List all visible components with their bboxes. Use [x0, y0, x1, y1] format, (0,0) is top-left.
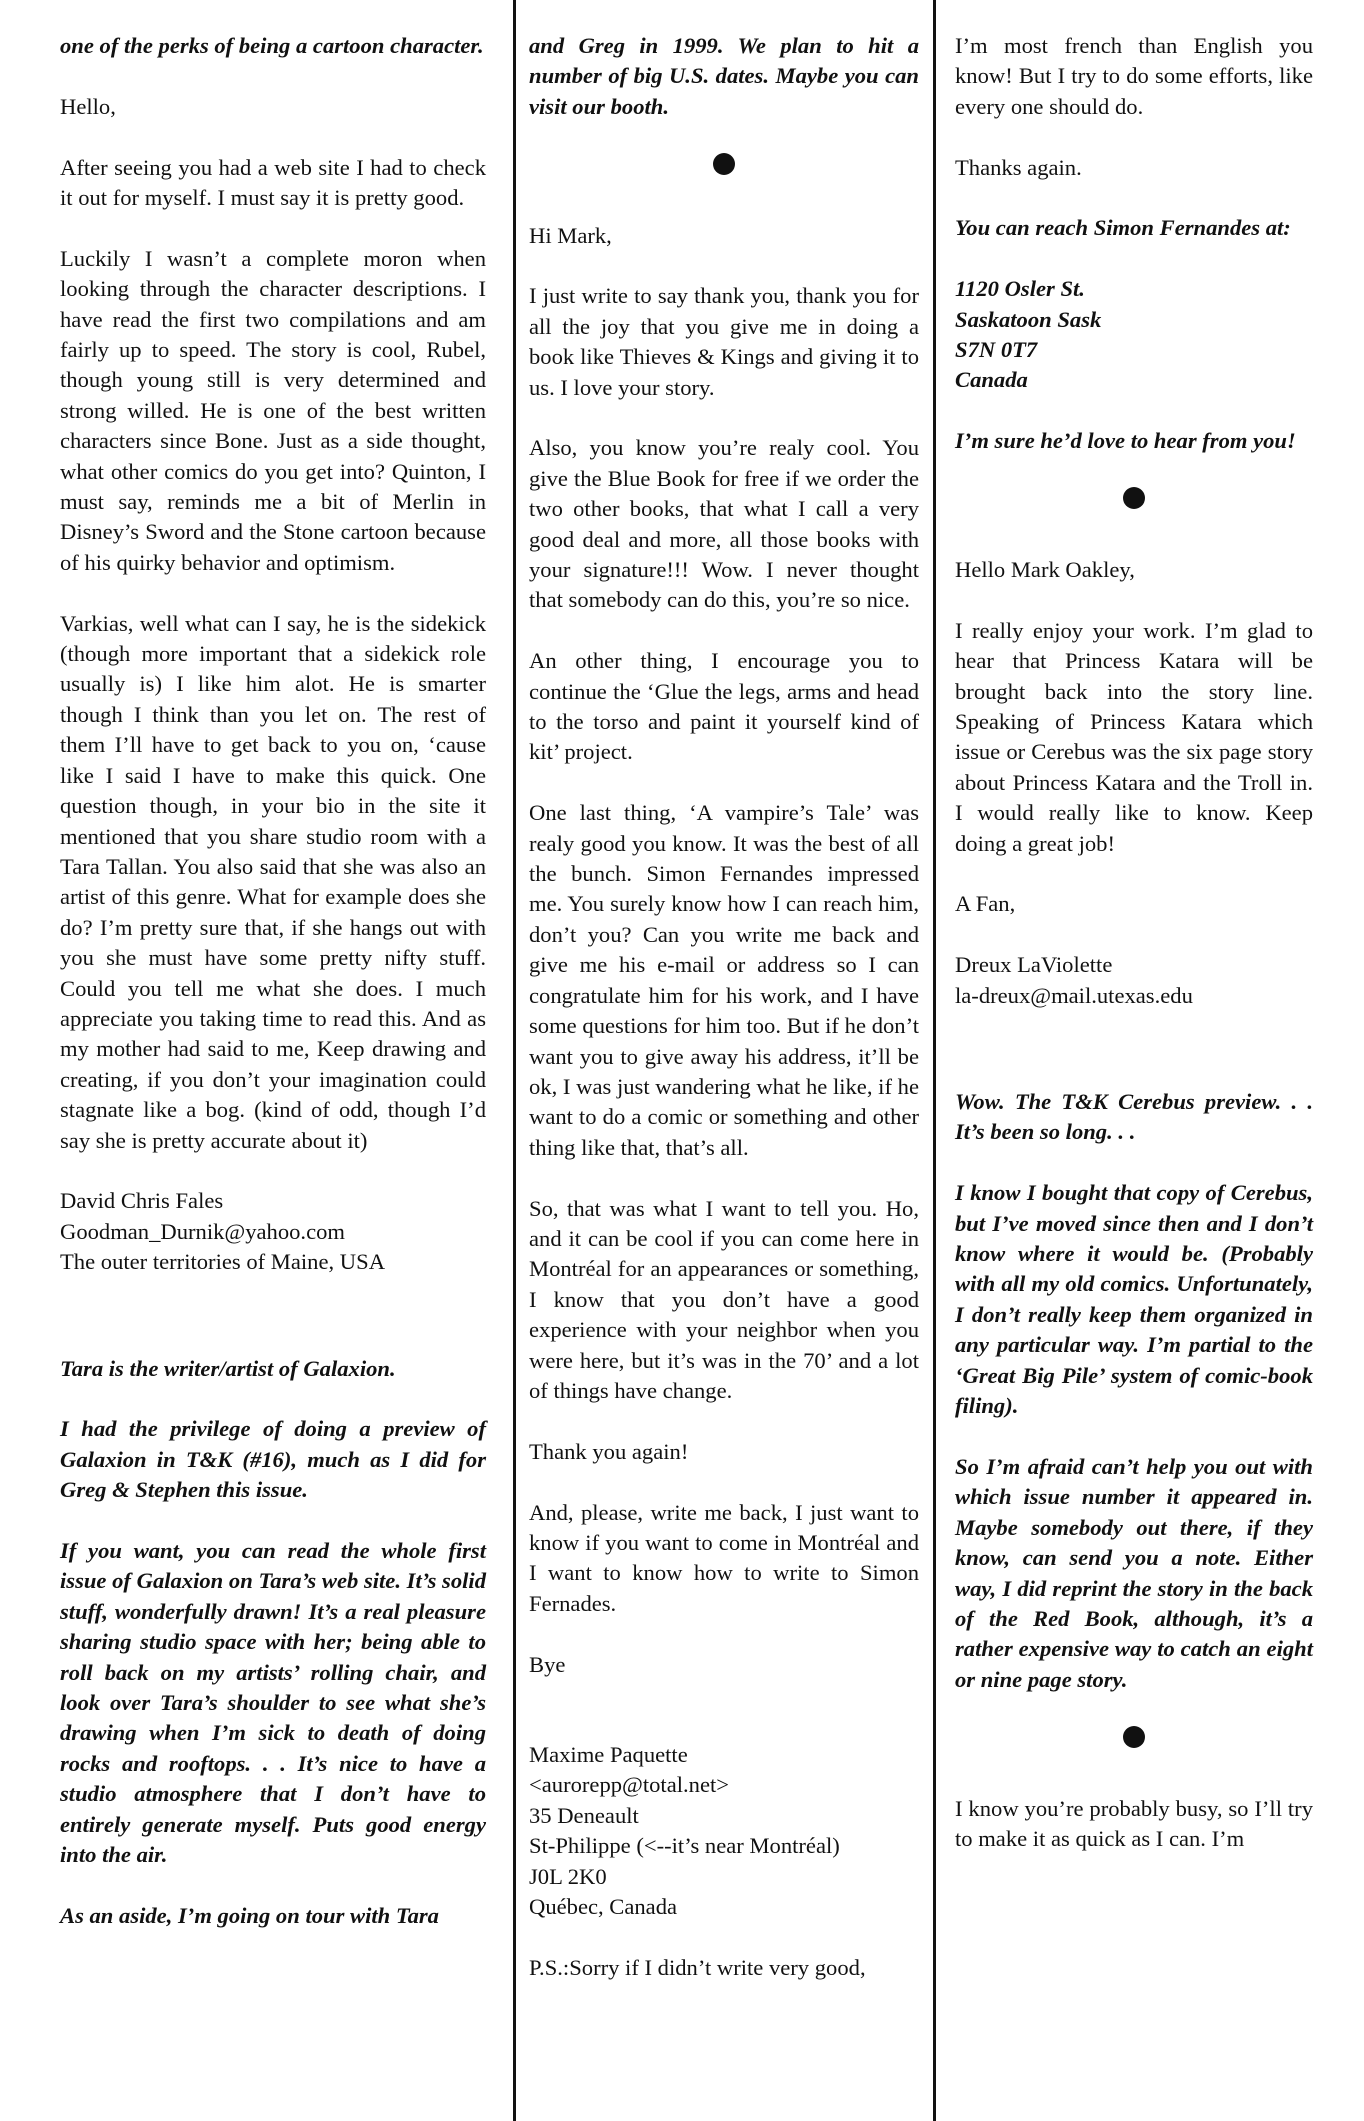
letter-paragraph: And, please, write me back, I just want to know if you want to come in Montréal and I want to know how to write to Simon Fernades.	[529, 1499, 919, 1616]
address-line: Canada	[955, 367, 1028, 393]
editor-reply-paragraph: I know I bought that copy of Cerebus, but I’ve moved since then and I don’t know where it would be. (Probably with all my old comics. Unfortunately, I don’t really keep them organized in any particular way. I’m partial to the ‘Great Big Pile’ system of comic-book filing).	[955, 1180, 1313, 1419]
letter-paragraph: I just write to say thank you, thank you for all the joy that you give me in doing a book like Thieves & Kings and giving it to us. I love your story.	[529, 283, 919, 400]
editor-reply-paragraph: Wow. The T&K Cerebus preview. . . It’s been so long. . .	[955, 1089, 1313, 1145]
letter-paragraph: So, that was what I want to tell you. Ho, and it can be cool if you can come here in Montréal for an appearances or something, I know that you don’t have a good experience with your neighbor when you were here, but it’s was in the 70’ and a lot of things have change.	[529, 1195, 919, 1403]
letter-paragraph: Bye	[529, 1651, 566, 1677]
letter-paragraph: Hello Mark Oakley,	[955, 557, 1135, 583]
editor-reply-paragraph: So I’m afraid can’t help you out with which issue number it appeared in. Maybe somebody out there, if they know, can send you a note. Either way, I did reprint the story in the back of the Red Book, although, it’s a rather expensive way to catch an eight or nine page story.	[955, 1453, 1313, 1692]
section-bullet	[1123, 1726, 1145, 1748]
address-line: David Chris Fales	[60, 1188, 224, 1214]
letter-paragraph: Also, you know you’re realy cool. You give the Blue Book for free if we order the two other books, that what I call a very good deal and more, all those books with your signature!!! Wow. I never thought that somebody can do this, you’re so nice.	[529, 435, 919, 613]
letter-paragraph: A Fan,	[955, 891, 1016, 917]
address-line: The outer territories of Maine, USA	[60, 1249, 386, 1275]
letter-paragraph: An other thing, I encourage you to continue the ‘Glue the legs, arms and head to the torso and paint it yourself kind of kit’ project.	[529, 648, 919, 765]
address-line: Maxime Paquette	[529, 1741, 688, 1767]
editor-reply-paragraph: I had the privilege of doing a preview of Galaxion in T&K (#16), much as I did for Greg & Stephen this issue.	[60, 1416, 486, 1503]
address-line: S7N 0T7	[955, 337, 1038, 363]
letter-paragraph: I’m most french than English you know! But I try to do some efforts, like every one should do.	[955, 33, 1313, 119]
editor-reply-paragraph: Tara is the writer/artist of Galaxion.	[60, 1355, 396, 1381]
letter-paragraph: P.S.:Sorry if I didn’t write very good,	[529, 1954, 866, 1980]
letter-paragraph: Varkias, well what can I say, he is the sidekick (though more important that a sidekick role usually is) I like him alot. He is smarter though I think than you let on. The rest of them I’ll have to get back to you on, ‘cause like I said I have to make this quick. One question though, in your bio in the site it mentioned that you share studio room with a Tara Tallan. You also said that she was also an artist of this genre. What for example does she do? I’m pretty sure that, if she hangs out with you she must have some pretty nifty stuff. Could you tell me what she does. I much appreciate you taking time to read this. And as my mother had said to me, Keep drawing and creating, if you don’t your imagination could stagnate like a bog. (kind of odd, though I’d say she is pretty accurate about it)	[60, 610, 486, 1153]
column-2	[529, 31, 919, 2014]
address-line: 35 Deneault	[529, 1802, 639, 1828]
section-bullet	[713, 153, 735, 175]
column-1	[60, 31, 486, 1962]
editor-reply-paragraph: You can reach Simon Fernandes at:	[955, 215, 1291, 241]
letter-paragraph: Thank you again!	[529, 1438, 689, 1464]
letter-paragraph: After seeing you had a web site I had to check it out for myself. I must say it is pretty good.	[60, 154, 486, 210]
letter-paragraph: I know you’re probably busy, so I’ll try to make it as quick as I can. I’m	[955, 1795, 1313, 1851]
letter-paragraph: One last thing, ‘A vampire’s Tale’ was realy good you know. It was the best of all the bunch. Simon Fernandes impressed me. You surely know how I can reach him, don’t you? Can you write me back and give me his e-mail or address so I can congratulate him for his work, and I have some questions for him too. But if he don’t want you to give away his address, it’ll be ok, I was just wandering what he like, if he want to do a comic or something and other thing like that, that’s all.	[529, 800, 919, 1160]
section-bullet	[1123, 487, 1145, 509]
column-3	[955, 31, 1313, 1885]
address-line: <aurorepp@total.net>	[529, 1772, 729, 1798]
letter-paragraph: Luckily I wasn’t a complete moron when looking through the character descriptions. I have read the first two compilations and am fairly up to speed. The story is cool, Rubel, though young still is very determined and strong willed. He is one of the best written characters since Bone. Just as a side thought, what other comics do you get into? Quinton, I must say, reminds me a bit of Merlin in Disney’s Sword and the Stone cartoon because of his quirky behavior and optimism.	[60, 245, 486, 575]
address-line: 1120 Osler St.	[955, 276, 1085, 302]
editor-reply-paragraph: As an aside, I’m going on tour with Tara	[60, 1902, 439, 1928]
address-line: Saskatoon Sask	[955, 306, 1102, 332]
signature-block	[955, 950, 1313, 1011]
column-divider	[933, 0, 936, 2121]
signature-block	[529, 1740, 919, 1922]
address-line: St-Philippe (<--it’s near Montréal)	[529, 1833, 840, 1859]
editor-reply-paragraph: and Greg in 1999. We plan to hit a number of big U.S. dates. Maybe you can visit our booth.	[529, 33, 919, 119]
editor-address-block	[955, 274, 1313, 396]
editor-reply-paragraph: If you want, you can read the whole first issue of Galaxion on Tara’s web site. It’s solid stuff, wonderfully drawn! It’s a real pleasure sharing studio space with her; being able to roll back on my artists’ rolling chair, and look over Tara’s shoulder to see what she’s drawing when I’m sick to death of doing rocks and rooftops. . . It’s nice to have a studio atmosphere that I don’t have to entirely generate myself. Puts good energy into the air.	[60, 1537, 486, 1868]
address-line: J0L 2K0	[529, 1863, 607, 1889]
letter-paragraph: Thanks again.	[955, 154, 1082, 180]
address-line: Québec, Canada	[529, 1894, 678, 1920]
editor-reply-paragraph: I’m sure he’d love to hear from you!	[955, 428, 1296, 454]
column-divider	[513, 0, 516, 2121]
letter-paragraph: I really enjoy your work. I’m glad to hear that Princess Katara will be brought back into the story line. Speaking of Princess Katara which issue or Cerebus was the six page story about Princess Katara and the Troll in. I would really like to know. Keep doing a great job!	[955, 617, 1313, 856]
letter-paragraph: Hello,	[60, 93, 116, 119]
address-line: Goodman_Durnik@yahoo.com	[60, 1218, 345, 1244]
letter-paragraph: Hi Mark,	[529, 222, 612, 248]
signature-block	[60, 1186, 486, 1277]
address-line: Dreux LaViolette	[955, 952, 1113, 978]
address-line: la-dreux@mail.utexas.edu	[955, 982, 1193, 1008]
editor-reply-paragraph: one of the perks of being a cartoon character.	[60, 33, 484, 58]
